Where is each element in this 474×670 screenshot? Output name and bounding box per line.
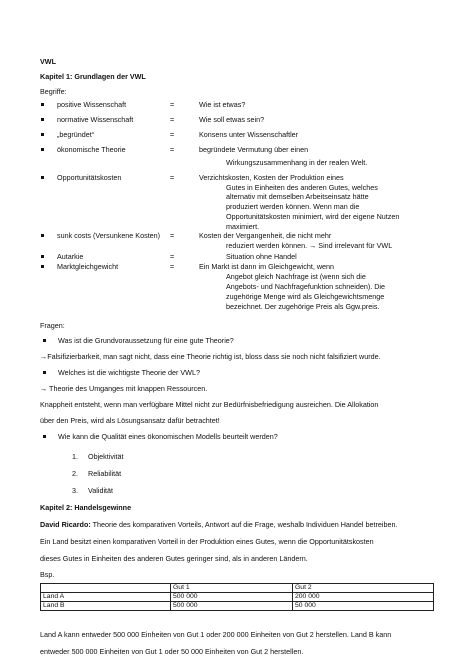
term-definition: Verzichtskosten, Kosten der Produktion eines xyxy=(199,173,344,182)
term-definition-line: Gutes in Einheiten des anderen Gutes, welches xyxy=(226,183,378,192)
paragraph-knappheit: Knappheit entsteht, wenn man verfügbare Mittel nicht zur Bedürfnisbefriedigung ausreichen. Die Allokation xyxy=(40,400,379,409)
term-definition: Wie soll etwas sein? xyxy=(199,115,265,124)
table-cell: Land A xyxy=(41,593,171,602)
bullet-icon xyxy=(41,255,44,258)
bullet-icon xyxy=(41,103,44,106)
term-definition-line: Wirkungszusammenhang in der realen Welt. xyxy=(226,158,368,167)
equals-sign: = xyxy=(170,231,175,240)
bullet-icon xyxy=(41,176,44,179)
ricardo-name: David Ricardo: xyxy=(40,520,91,529)
bullet-icon xyxy=(43,371,46,374)
list-item: Reliabilität xyxy=(88,469,122,478)
term-definition-line: bezeichnet. Der zugehörige Preis als Ggw.preis. xyxy=(226,302,380,311)
paragraph-comparative: Ein Land besitzt einen komparativen Vorteil in der Produktion eines Gutes, wenn die Opportunitätskosten xyxy=(40,537,374,546)
term-name: Autarkie xyxy=(57,252,84,261)
chapter-2-heading: Kapitel 2: Handelsgewinne xyxy=(40,503,132,512)
paragraph-comparative-line-2: dieses Gutes in Einheiten des anderen Gutes geringer sind, als in anderen Ländern. xyxy=(40,554,308,563)
example-table xyxy=(40,583,434,611)
term-definition-line: Angebot gleich Nachfrage ist (wenn sich die xyxy=(226,272,366,281)
bsp-label: Bsp. xyxy=(40,570,55,579)
term-name: „begründet“ xyxy=(57,130,95,139)
term-definition-line: reduziert werden können. → Sind irrelevant für VWL xyxy=(226,241,393,250)
term-definition-line: Angebots- und Nachfragefunktion schneiden). Die xyxy=(226,282,386,291)
begriffe-label: Begriffe: xyxy=(40,87,67,96)
term-definition-line: alternativ mit demselben Arbeitseinsatz hätte xyxy=(226,192,369,201)
term-name: Opportunitätskosten xyxy=(57,173,122,182)
chapter-1-heading: Kapitel 1: Grundlagen der VWL xyxy=(40,72,146,81)
bullet-icon xyxy=(41,265,44,268)
table-cell: 500 000 xyxy=(171,593,293,602)
question-2: Welches ist die wichtigste Theorie der VWL? xyxy=(58,368,200,377)
term-definition-line: maximiert. xyxy=(226,222,260,231)
paragraph-knappheit-line-2: über den Preis, wird als Lösungsansatz dafür betrachtet! xyxy=(40,416,220,425)
document-title: VWL xyxy=(40,57,56,66)
term-name: Marktgleichgewicht xyxy=(57,262,119,271)
equals-sign: = xyxy=(170,173,175,182)
term-definition: Wie ist etwas? xyxy=(199,100,246,109)
question-3: Wie kann die Qualität eines ökonomischen Modells beurteilt werden? xyxy=(58,432,278,441)
term-name: positive Wissenschaft xyxy=(57,100,127,109)
table-cell: Gut 2 xyxy=(293,584,434,593)
term-definition: Konsens unter Wissenschaftler xyxy=(199,130,299,139)
list-number: 3. xyxy=(72,486,78,495)
table-cell: Gut 1 xyxy=(171,584,293,593)
bullet-icon xyxy=(43,339,46,342)
term-name: sunk costs (Versunkene Kosten) xyxy=(57,231,161,240)
bullet-icon xyxy=(41,118,44,121)
bullet-icon xyxy=(41,133,44,136)
equals-sign: = xyxy=(170,252,175,261)
list-item: Validität xyxy=(88,486,114,495)
ricardo-paragraph xyxy=(40,520,397,529)
bullet-icon xyxy=(43,435,46,438)
table-row xyxy=(41,602,434,611)
table-header-row xyxy=(41,584,434,593)
term-definition: Ein Markt ist dann im Gleichgewicht, wenn xyxy=(199,262,335,271)
term-definition: Kosten der Vergangenheit, die nicht mehr xyxy=(199,231,332,240)
term-definition-line: produziert werden können. Wenn man die xyxy=(226,202,360,211)
question-1: Was ist die Grundvoraussetzung für eine gute Theorie? xyxy=(58,336,234,345)
answer-1: →Falsifizierbarkeit, man sagt nicht, dass eine Theorie richtig ist, bloss dass sie noch nicht falsifiziert wurde. xyxy=(40,352,381,361)
term-name: ökonomische Theorie xyxy=(57,145,126,154)
equals-sign: = xyxy=(170,100,175,109)
bullet-icon xyxy=(41,148,44,151)
table-cell xyxy=(41,584,171,593)
term-definition: Situation ohne Handel xyxy=(226,252,297,261)
list-number: 1. xyxy=(72,452,78,461)
term-definition: begründete Vermutung über einen xyxy=(199,145,309,154)
ricardo-text: Theorie des komparativen Vorteils, Antwort auf die Frage, weshalb Individuen Handel betreiben. xyxy=(90,520,398,529)
term-name: normative Wissenschaft xyxy=(57,115,134,124)
table-cell: 50 000 xyxy=(293,602,434,611)
term-definition-line: Opportunitätskosten minimiert, wird der eigene Nutzen xyxy=(226,212,400,221)
table-cell: 500 000 xyxy=(171,602,293,611)
table-cell: 200 000 xyxy=(293,593,434,602)
bullet-icon xyxy=(41,234,44,237)
fragen-label: Fragen: xyxy=(40,321,65,330)
paragraph-example: Land A kann entweder 500 000 Einheiten von Gut 1 oder 200 000 Einheiten von Gut 2 herstellen. Land B kann xyxy=(40,630,392,639)
term-definition-line: zugehörige Menge wird als Gleichgewichtsmenge xyxy=(226,292,385,301)
list-item: Objektivität xyxy=(88,452,124,461)
equals-sign: = xyxy=(170,115,175,124)
equals-sign: = xyxy=(170,130,175,139)
answer-2: → Theorie des Umganges mit knappen Ressourcen. xyxy=(40,384,208,393)
table-cell: Land B xyxy=(41,602,171,611)
equals-sign: = xyxy=(170,145,175,154)
equals-sign: = xyxy=(170,262,175,271)
table-row xyxy=(41,593,434,602)
list-number: 2. xyxy=(72,469,78,478)
paragraph-example-line-2: entweder 500 000 Einheiten von Gut 1 oder 50 000 Einheiten von Gut 2 herstellen. xyxy=(40,647,304,656)
